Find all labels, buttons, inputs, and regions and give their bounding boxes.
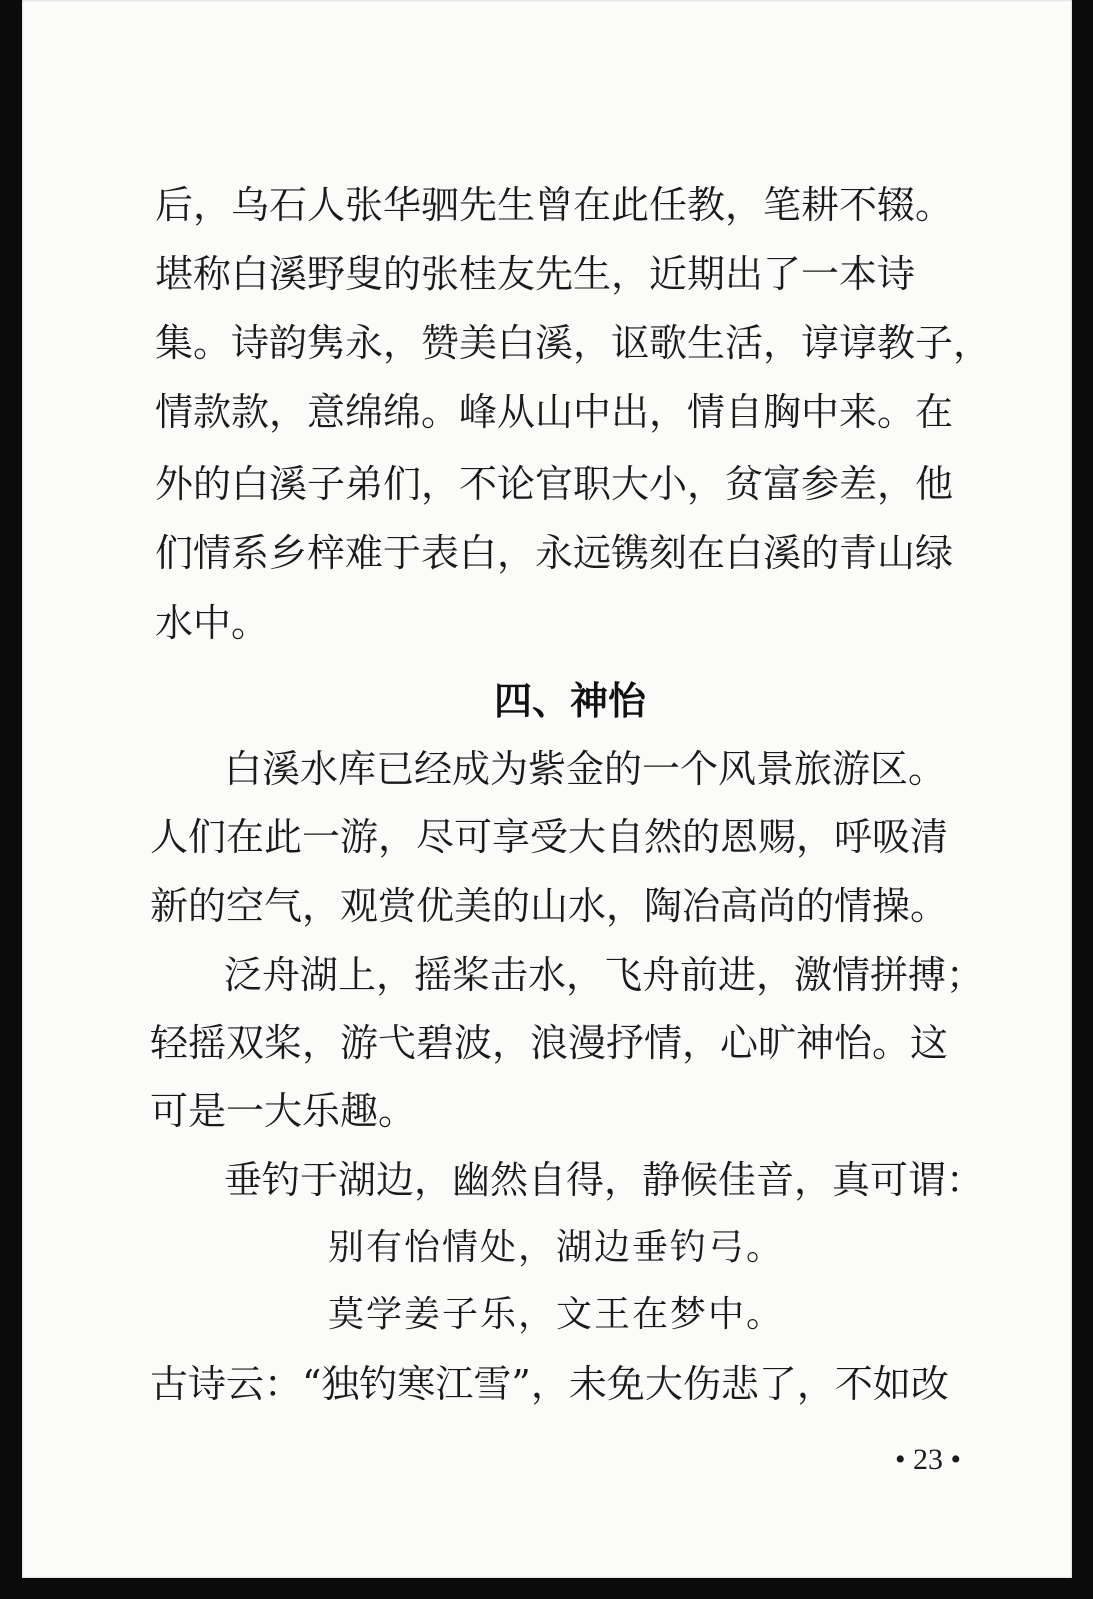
text-line: 垂钓于湖边，幽然自得，静候佳音，真可谓： bbox=[224, 1158, 985, 1202]
text-line: 可是一大乐趣。 bbox=[150, 1089, 417, 1133]
text-line: 外的白溪子弟们，不论官职大小，贫富参差，他 bbox=[155, 462, 954, 506]
text-line: 后，乌石人张华驷先生曾在此任教，笔耕不辍。 bbox=[155, 183, 954, 227]
scan-border-left bbox=[0, 0, 22, 1599]
text-line: 集。诗韵隽永，赞美白溪，讴歌生活，谆谆教子， bbox=[155, 321, 992, 365]
text-line: 水中。 bbox=[155, 601, 270, 645]
poem-line: 别有怡情处，湖边垂钓弓。 bbox=[328, 1227, 785, 1268]
text-line: 古诗云：“独钓寒江雪”，未免大伤悲了，不如改 bbox=[150, 1362, 949, 1406]
text-line: 堪称白溪野叟的张桂友先生，近期出了一本诗 bbox=[155, 252, 916, 296]
poem-line: 莫学姜子乐，文王在梦中。 bbox=[328, 1294, 785, 1335]
text-line: 泛舟湖上，摇桨击水，飞舟前进，激情拼搏； bbox=[224, 953, 985, 997]
text-line: 白溪水库已经成为紫金的一个风景旅游区。 bbox=[224, 747, 947, 791]
page-number: • 23 • bbox=[895, 1443, 962, 1476]
scan-border-bottom bbox=[0, 1578, 1093, 1599]
section-heading: 四、神怡 bbox=[493, 679, 646, 723]
text-line: 们情系乡梓难于表白，永远镌刻在白溪的青山绿 bbox=[155, 531, 954, 575]
text-line: 情款款，意绵绵。峰从山中出，情自胸中来。在 bbox=[155, 390, 954, 434]
text-line: 轻摇双桨，游弋碧波，浪漫抒情，心旷神怡。这 bbox=[150, 1021, 949, 1065]
text-line: 新的空气，观赏优美的山水，陶冶高尚的情操。 bbox=[150, 884, 949, 928]
text-line: 人们在此一游，尽可享受大自然的恩赐，呼吸清 bbox=[150, 815, 949, 859]
scan-border-right bbox=[1072, 0, 1093, 1599]
